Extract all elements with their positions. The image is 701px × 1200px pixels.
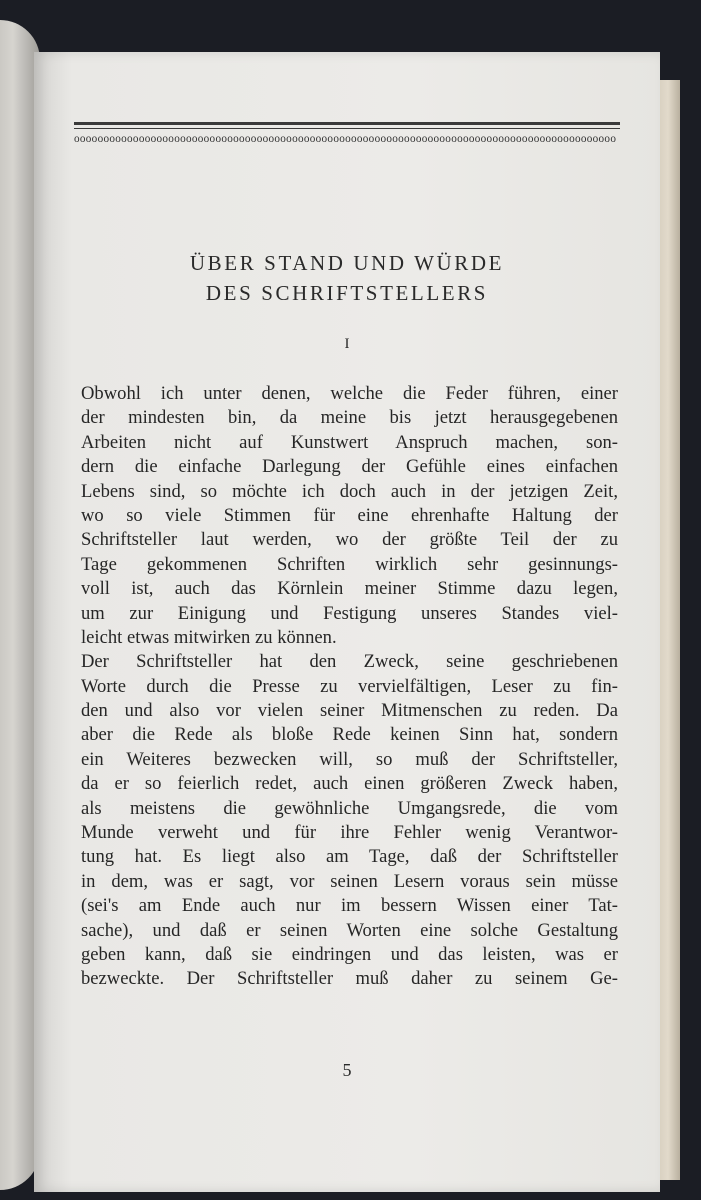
body-text [81,382,618,992]
header-ornament [74,122,620,146]
text-line: bezweckte. Der Schriftsteller muß daher zu seinem Ge- [81,968,618,990]
chapter-title-line-2: DES SCHRIFTSTELLERS [205,281,489,305]
text-line: voll ist, auch das Körnlein meiner Stimme dazu legen, [81,578,618,600]
text-line: der mindesten bin, da meine bis jetzt herausgegebenen [81,407,618,429]
text-line: dern die einfache Darlegung der Gefühle eines einfachen [81,456,618,478]
text-line: wo so viele Stimmen für eine ehrenhafte Haltung der [81,504,618,526]
text-line: Obwohl ich unter denen, welche die Feder führen, einer [81,383,618,404]
ornament-thin-rule [74,128,620,129]
text-line: da er so feierlich redet, auch einen größeren Zweck haben, [81,773,618,795]
chapter-title-line-1: ÜBER STAND UND WÜRDE [189,251,505,275]
page-number: 5 [342,1060,352,1080]
text-line: sache), und daß er seinen Worten eine solche Gestaltung [81,919,618,941]
text-line: aber die Rede als bloße Rede keinen Sinn hat, sondern [81,724,618,746]
text-line: Worte durch die Presse zu vervielfältigen, Leser zu fin- [81,675,618,697]
text-line: Der Schriftsteller hat den Zweck, seine geschriebenen [81,651,618,673]
book-page [34,52,660,1192]
text-line: Schriftsteller laut werden, wo der größte Teil der zu [81,529,618,551]
ornament-o-row: oooooooooooooooooooooooooooooooooooooooooooooooooooooooooooooooooooooooooooooooooooooooooooo [74,133,617,145]
text-line: den und also vor vielen seiner Mitmenschen zu reden. Da [81,700,618,722]
text-line: geben kann, daß sie eindringen und das leisten, was er [81,943,618,965]
text-line: tung hat. Es liegt also am Tage, daß der Schriftsteller [81,846,618,868]
text-line: in dem, was er sagt, vor seinen Lesern voraus sein müsse [81,870,618,892]
text-line: Munde verweht und für ihre Fehler wenig Verantwor- [81,822,618,844]
text-line: Lebens sind, so möchte ich doch auch in der jetzigen Zeit, [81,480,618,502]
paragraph-1 [81,382,618,650]
text-line: Tage gekommenen Schriften wirklich sehr gesinnungs- [81,553,618,575]
ornament-thick-rule [74,122,620,125]
text-line: Arbeiten nicht auf Kunstwert Anspruch machen, son- [81,431,618,453]
text-line: ein Weiteres bezwecken will, so muß der Schriftsteller, [81,748,618,770]
text-line: als meistens die gewöhnliche Umgangsrede, die vom [81,797,618,819]
text-line: leicht etwas mitwirken zu können. [81,626,337,648]
paragraph-2 [81,650,618,991]
text-line: um zur Einigung und Festigung unseres Standes viel- [81,602,618,624]
chapter-title [74,248,620,308]
section-number: I [344,336,350,352]
text-line: (sei's am Ende auch nur im bessern Wissen einer Tat- [81,895,618,917]
